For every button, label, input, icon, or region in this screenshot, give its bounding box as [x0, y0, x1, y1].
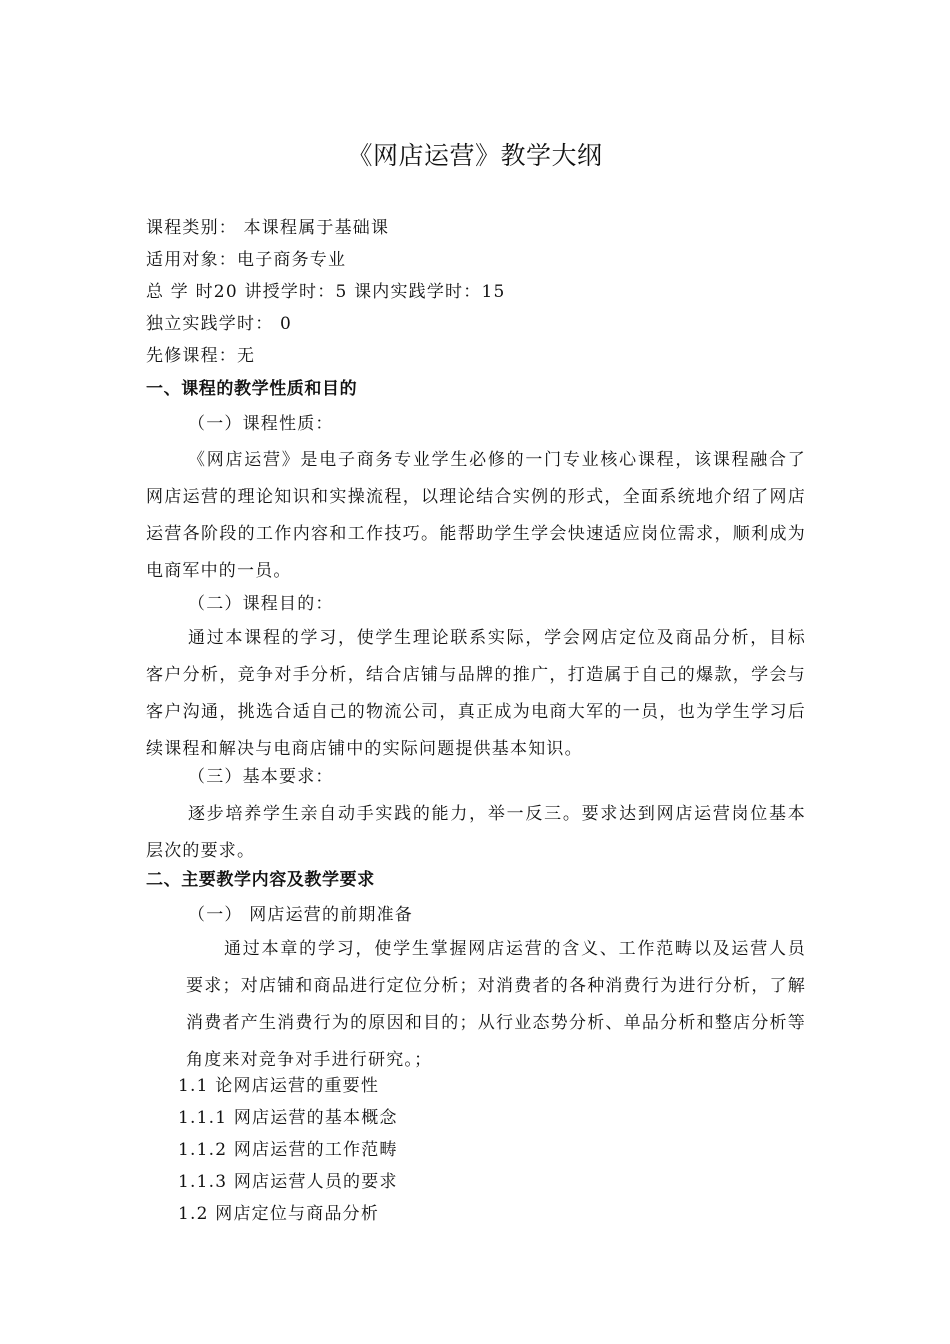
outline-item: 1.1.2 网店运营的工作范畴: [178, 1140, 398, 1160]
document-title: 《网店运营》教学大纲: [347, 141, 603, 170]
chapter-paragraph: 通过本章的学习，使学生掌握网店运营的含义、工作范畴以及运营人员要求；对店铺和商品进行定位分析；对消费者的各种消费行为进行分析，了解消费者产生消费行为的原因和目的；从行业态势分析、单品分析和整店分析等角度来对竞争对手进行研究。；: [186, 939, 806, 1070]
course-audience: 适用对象：电子商务专业: [146, 250, 347, 270]
goal-paragraph: 通过本课程的学习，使学生理论联系实际，学会网店定位及商品分析，目标客户分析，竞争对手分析，结合店铺与品牌的推广，打造属于自己的爆款，学会与客户沟通，挑选合适自己的物流公司，真正成为电商大军的一员，也为学生学习后续课程和解决与电商店铺中的实际问题提供基本知识。: [146, 628, 806, 759]
outline-item: 1.1 论网店运营的重要性: [178, 1076, 380, 1096]
course-category: 课程类别： 本课程属于基础课: [146, 218, 390, 238]
section2-heading: 二、主要教学内容及教学要求: [146, 870, 375, 890]
requirement-paragraph: 逐步培养学生亲自动手实践的能力，举一反三。要求达到网店运营岗位基本层次的要求。: [146, 804, 806, 861]
chapter-label: （一） 网店运营的前期准备: [188, 905, 414, 925]
course-hours: 总 学 时20 讲授学时：5 课内实践学时：15: [146, 282, 506, 302]
outline-item: 1.2 网店定位与商品分析: [178, 1204, 380, 1224]
outline-item: 1.1.1 网店运营的基本概念: [178, 1108, 398, 1128]
goal-label: （二）课程目的：: [188, 594, 334, 614]
section1-heading: 一、课程的教学性质和目的: [146, 379, 358, 399]
outline-item: 1.1.3 网店运营人员的要求: [178, 1172, 398, 1192]
prerequisite-course: 先修课程：无: [146, 346, 256, 366]
nature-label: （一）课程性质：: [188, 414, 334, 434]
requirement-label: （三）基本要求：: [188, 767, 334, 787]
nature-paragraph: 《网店运营》是电子商务专业学生必修的一门专业核心课程，该课程融合了网店运营的理论知识和实操流程，以理论结合实例的形式，全面系统地介绍了网店运营各阶段的工作内容和工作技巧。能帮助学生学会快速适应岗位需求，顺利成为电商军中的一员。: [146, 450, 806, 581]
independent-practice-hours: 独立实践学时： 0: [146, 314, 293, 334]
